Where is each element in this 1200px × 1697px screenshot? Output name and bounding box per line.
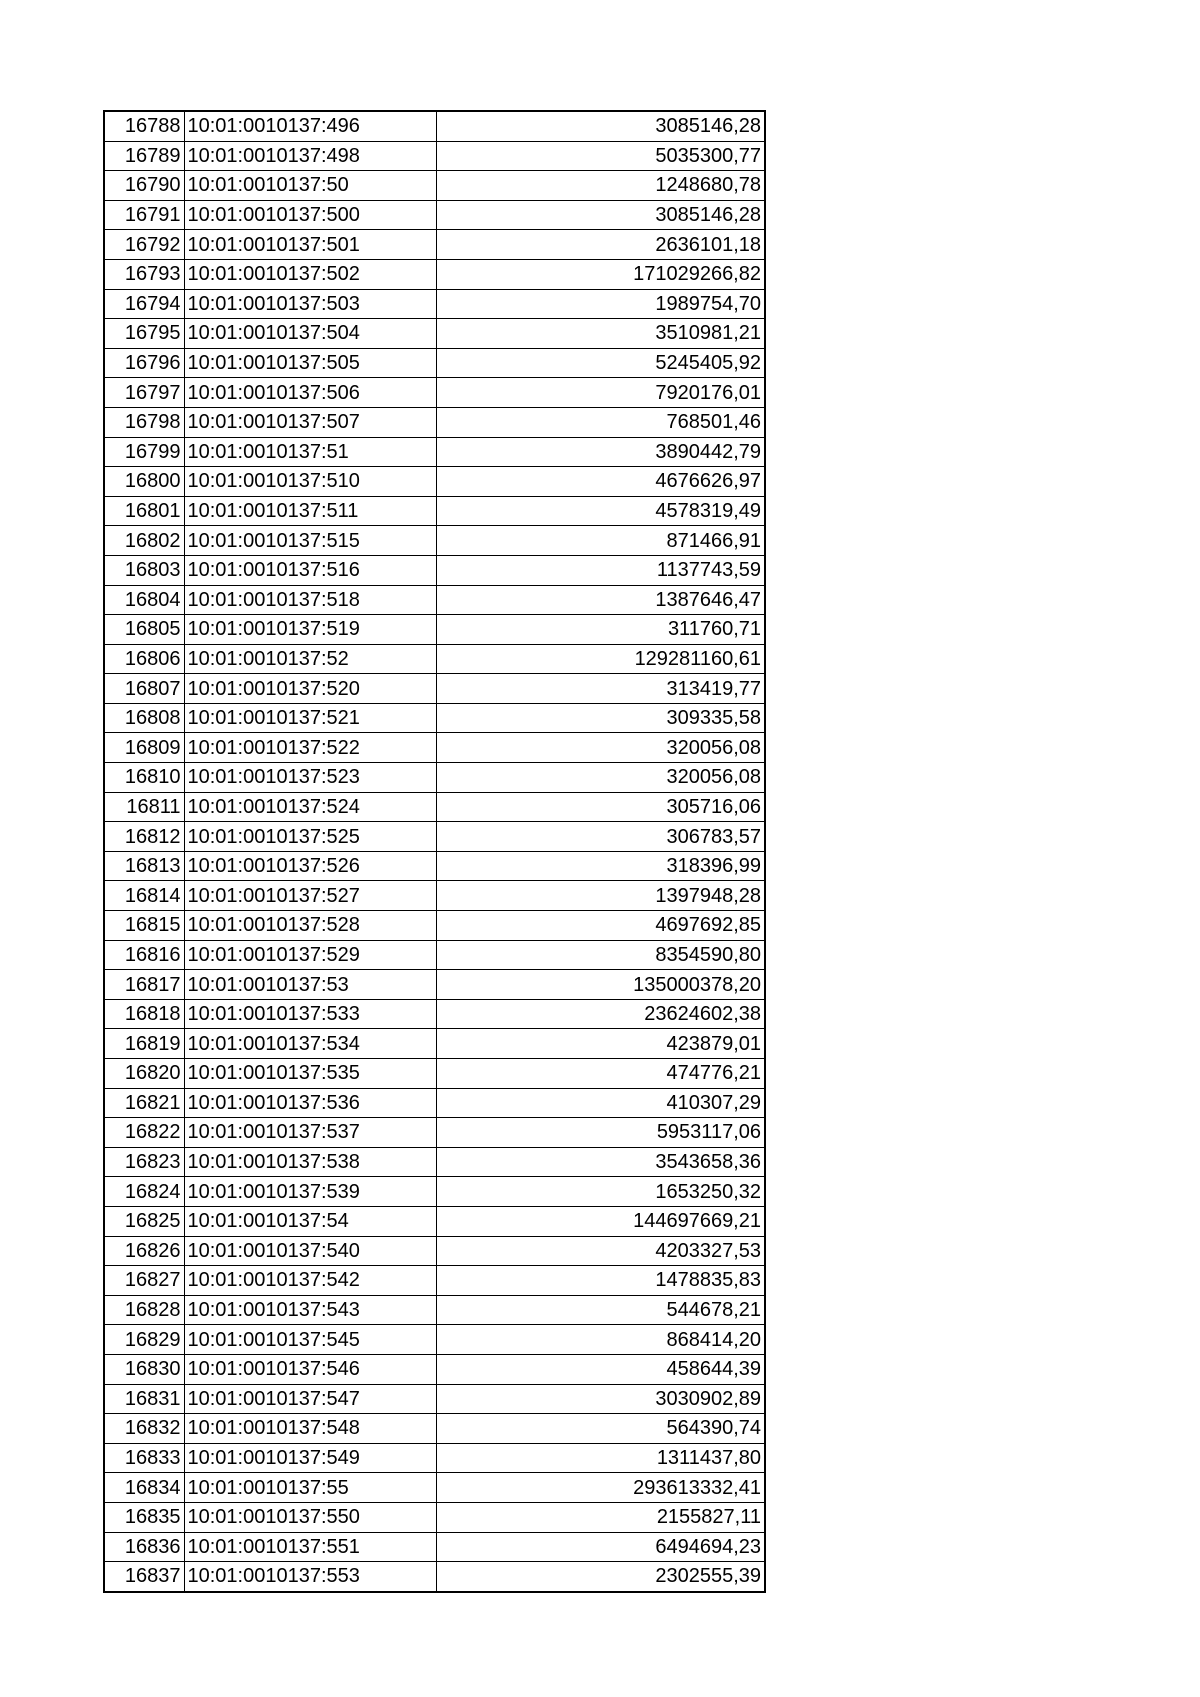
table-row [104,1236,765,1266]
cadastral-value-cell: 320056,08 [436,763,765,793]
table-row [104,141,765,171]
row-number-cell: 16823 [104,1147,184,1177]
cadastral-number-cell: 10:01:0010137:542 [184,1266,436,1296]
table-row [104,615,765,645]
row-number-cell: 16814 [104,881,184,911]
cadastral-number-cell: 10:01:0010137:50 [184,171,436,201]
table-row [104,703,765,733]
table-row [104,1266,765,1296]
cadastral-value-cell: 8354590,80 [436,940,765,970]
row-number-cell: 16817 [104,970,184,1000]
row-number-cell: 16789 [104,141,184,171]
table-row [104,111,765,141]
cadastral-value-cell: 23624602,38 [436,999,765,1029]
table-row [104,1384,765,1414]
table-row [104,1147,765,1177]
cadastral-number-cell: 10:01:0010137:538 [184,1147,436,1177]
cadastral-value-cell: 3085146,28 [436,200,765,230]
table-body [104,111,765,1592]
cadastral-value-cell: 423879,01 [436,1029,765,1059]
cadastral-number-cell: 10:01:0010137:519 [184,615,436,645]
cadastral-value-cell: 306783,57 [436,822,765,852]
cadastral-value-cell: 4203327,53 [436,1236,765,1266]
row-number-cell: 16816 [104,940,184,970]
table-row [104,1414,765,1444]
row-number-cell: 16829 [104,1325,184,1355]
row-number-cell: 16806 [104,644,184,674]
cadastral-number-cell: 10:01:0010137:518 [184,585,436,615]
cadastral-value-cell: 5953117,06 [436,1118,765,1148]
cadastral-number-cell: 10:01:0010137:534 [184,1029,436,1059]
row-number-cell: 16790 [104,171,184,201]
row-number-cell: 16813 [104,851,184,881]
cadastral-value-cell: 544678,21 [436,1295,765,1325]
cadastral-number-cell: 10:01:0010137:511 [184,496,436,526]
table-row [104,970,765,1000]
cadastral-number-cell: 10:01:0010137:549 [184,1443,436,1473]
cadastral-value-cell: 3510981,21 [436,319,765,349]
table-row [104,1295,765,1325]
cadastral-value-cell: 458644,39 [436,1354,765,1384]
row-number-cell: 16794 [104,289,184,319]
cadastral-number-cell: 10:01:0010137:525 [184,822,436,852]
cadastral-number-cell: 10:01:0010137:537 [184,1118,436,1148]
cadastral-value-cell: 871466,91 [436,526,765,556]
table-row [104,999,765,1029]
table-row [104,1532,765,1562]
cadastral-value-cell: 1397948,28 [436,881,765,911]
table-row [104,319,765,349]
cadastral-value-cell: 564390,74 [436,1414,765,1444]
cadastral-number-cell: 10:01:0010137:515 [184,526,436,556]
row-number-cell: 16815 [104,911,184,941]
cadastral-value-cell: 5245405,92 [436,348,765,378]
cadastral-value-cell: 1311437,80 [436,1443,765,1473]
row-number-cell: 16807 [104,674,184,704]
table-row [104,259,765,289]
cadastral-number-cell: 10:01:0010137:523 [184,763,436,793]
cadastral-value-cell: 320056,08 [436,733,765,763]
cadastral-value-cell: 1989754,70 [436,289,765,319]
table-row [104,289,765,319]
row-number-cell: 16810 [104,763,184,793]
row-number-cell: 16824 [104,1177,184,1207]
row-number-cell: 16809 [104,733,184,763]
row-number-cell: 16800 [104,467,184,497]
table-row [104,348,765,378]
table-row [104,674,765,704]
cadastral-value-cell: 6494694,23 [436,1532,765,1562]
cadastral-value-cell: 305716,06 [436,792,765,822]
cadastral-value-cell: 868414,20 [436,1325,765,1355]
cadastral-number-cell: 10:01:0010137:543 [184,1295,436,1325]
table-row [104,1029,765,1059]
row-number-cell: 16818 [104,999,184,1029]
cadastral-value-cell: 5035300,77 [436,141,765,171]
cadastral-number-cell: 10:01:0010137:529 [184,940,436,970]
row-number-cell: 16798 [104,407,184,437]
row-number-cell: 16821 [104,1088,184,1118]
table-row [104,851,765,881]
cadastral-value-cell: 171029266,82 [436,259,765,289]
row-number-cell: 16830 [104,1354,184,1384]
table-row [104,555,765,585]
table-row [104,644,765,674]
table-row [104,822,765,852]
cadastral-number-cell: 10:01:0010137:501 [184,230,436,260]
row-number-cell: 16819 [104,1029,184,1059]
table-row [104,940,765,970]
cadastral-value-cell: 293613332,41 [436,1473,765,1503]
table-row [104,378,765,408]
row-number-cell: 16827 [104,1266,184,1296]
cadastral-value-cell: 3543658,36 [436,1147,765,1177]
row-number-cell: 16796 [104,348,184,378]
row-number-cell: 16803 [104,555,184,585]
cadastral-number-cell: 10:01:0010137:52 [184,644,436,674]
cadastral-number-cell: 10:01:0010137:507 [184,407,436,437]
cadastral-value-cell: 4578319,49 [436,496,765,526]
cadastral-number-cell: 10:01:0010137:539 [184,1177,436,1207]
table-row [104,230,765,260]
table-row [104,200,765,230]
row-number-cell: 16793 [104,259,184,289]
cadastral-number-cell: 10:01:0010137:521 [184,703,436,733]
cadastral-value-cell: 2155827,11 [436,1502,765,1532]
cadastral-value-cell: 135000378,20 [436,970,765,1000]
cadastral-value-cell: 2636101,18 [436,230,765,260]
cadastral-number-cell: 10:01:0010137:54 [184,1206,436,1236]
cadastral-number-cell: 10:01:0010137:520 [184,674,436,704]
cadastral-value-cell: 309335,58 [436,703,765,733]
table-row [104,763,765,793]
row-number-cell: 16808 [104,703,184,733]
cadastral-number-cell: 10:01:0010137:550 [184,1502,436,1532]
table-row [104,1502,765,1532]
cadastral-value-cell: 144697669,21 [436,1206,765,1236]
row-number-cell: 16812 [104,822,184,852]
cadastral-value-cell: 3890442,79 [436,437,765,467]
row-number-cell: 16826 [104,1236,184,1266]
cadastral-number-cell: 10:01:0010137:528 [184,911,436,941]
cadastral-number-cell: 10:01:0010137:546 [184,1354,436,1384]
row-number-cell: 16788 [104,111,184,141]
cadastral-number-cell: 10:01:0010137:551 [184,1532,436,1562]
row-number-cell: 16820 [104,1059,184,1089]
table-row [104,1177,765,1207]
row-number-cell: 16834 [104,1473,184,1503]
row-number-cell: 16836 [104,1532,184,1562]
cadastral-value-table [103,110,766,1593]
row-number-cell: 16804 [104,585,184,615]
table-row [104,792,765,822]
cadastral-number-cell: 10:01:0010137:533 [184,999,436,1029]
table-row [104,171,765,201]
cadastral-value-cell: 2302555,39 [436,1562,765,1592]
row-number-cell: 16802 [104,526,184,556]
cadastral-value-cell: 1387646,47 [436,585,765,615]
table-row [104,1443,765,1473]
cadastral-value-cell: 4697692,85 [436,911,765,941]
cadastral-value-cell: 1248680,78 [436,171,765,201]
cadastral-number-cell: 10:01:0010137:502 [184,259,436,289]
row-number-cell: 16797 [104,378,184,408]
row-number-cell: 16831 [104,1384,184,1414]
cadastral-number-cell: 10:01:0010137:506 [184,378,436,408]
table-row [104,733,765,763]
row-number-cell: 16791 [104,200,184,230]
cadastral-number-cell: 10:01:0010137:503 [184,289,436,319]
cadastral-number-cell: 10:01:0010137:510 [184,467,436,497]
cadastral-number-cell: 10:01:0010137:526 [184,851,436,881]
table-row [104,1206,765,1236]
cadastral-value-cell: 318396,99 [436,851,765,881]
row-number-cell: 16835 [104,1502,184,1532]
row-number-cell: 16799 [104,437,184,467]
table-row [104,1354,765,1384]
table-row [104,1118,765,1148]
cadastral-number-cell: 10:01:0010137:535 [184,1059,436,1089]
cadastral-number-cell: 10:01:0010137:496 [184,111,436,141]
table-row [104,526,765,556]
cadastral-number-cell: 10:01:0010137:53 [184,970,436,1000]
cadastral-number-cell: 10:01:0010137:500 [184,200,436,230]
cadastral-value-cell: 410307,29 [436,1088,765,1118]
table-row [104,585,765,615]
cadastral-value-cell: 3030902,89 [436,1384,765,1414]
cadastral-value-cell: 1137743,59 [436,555,765,585]
row-number-cell: 16828 [104,1295,184,1325]
cadastral-number-cell: 10:01:0010137:527 [184,881,436,911]
row-number-cell: 16832 [104,1414,184,1444]
row-number-cell: 16801 [104,496,184,526]
table-row [104,1059,765,1089]
cadastral-value-cell: 311760,71 [436,615,765,645]
table-row [104,1325,765,1355]
cadastral-number-cell: 10:01:0010137:522 [184,733,436,763]
cadastral-number-cell: 10:01:0010137:547 [184,1384,436,1414]
cadastral-value-cell: 313419,77 [436,674,765,704]
cadastral-value-cell: 1478835,83 [436,1266,765,1296]
row-number-cell: 16825 [104,1206,184,1236]
row-number-cell: 16792 [104,230,184,260]
cadastral-value-cell: 1653250,32 [436,1177,765,1207]
table-row [104,1562,765,1592]
cadastral-number-cell: 10:01:0010137:516 [184,555,436,585]
cadastral-value-cell: 768501,46 [436,407,765,437]
table-row [104,496,765,526]
cadastral-value-cell: 129281160,61 [436,644,765,674]
row-number-cell: 16822 [104,1118,184,1148]
cadastral-number-cell: 10:01:0010137:548 [184,1414,436,1444]
cadastral-number-cell: 10:01:0010137:524 [184,792,436,822]
cadastral-number-cell: 10:01:0010137:498 [184,141,436,171]
table-row [104,911,765,941]
table-row [104,407,765,437]
cadastral-number-cell: 10:01:0010137:51 [184,437,436,467]
table-row [104,1473,765,1503]
table-row [104,881,765,911]
cadastral-value-cell: 7920176,01 [436,378,765,408]
cadastral-number-cell: 10:01:0010137:505 [184,348,436,378]
cadastral-value-cell: 4676626,97 [436,467,765,497]
table-row [104,1088,765,1118]
row-number-cell: 16811 [104,792,184,822]
cadastral-value-cell: 3085146,28 [436,111,765,141]
cadastral-number-cell: 10:01:0010137:540 [184,1236,436,1266]
cadastral-number-cell: 10:01:0010137:545 [184,1325,436,1355]
row-number-cell: 16833 [104,1443,184,1473]
cadastral-number-cell: 10:01:0010137:553 [184,1562,436,1592]
cadastral-number-cell: 10:01:0010137:536 [184,1088,436,1118]
table-row [104,467,765,497]
row-number-cell: 16837 [104,1562,184,1592]
row-number-cell: 16795 [104,319,184,349]
cadastral-value-cell: 474776,21 [436,1059,765,1089]
cadastral-number-cell: 10:01:0010137:55 [184,1473,436,1503]
row-number-cell: 16805 [104,615,184,645]
table-row [104,437,765,467]
cadastral-number-cell: 10:01:0010137:504 [184,319,436,349]
